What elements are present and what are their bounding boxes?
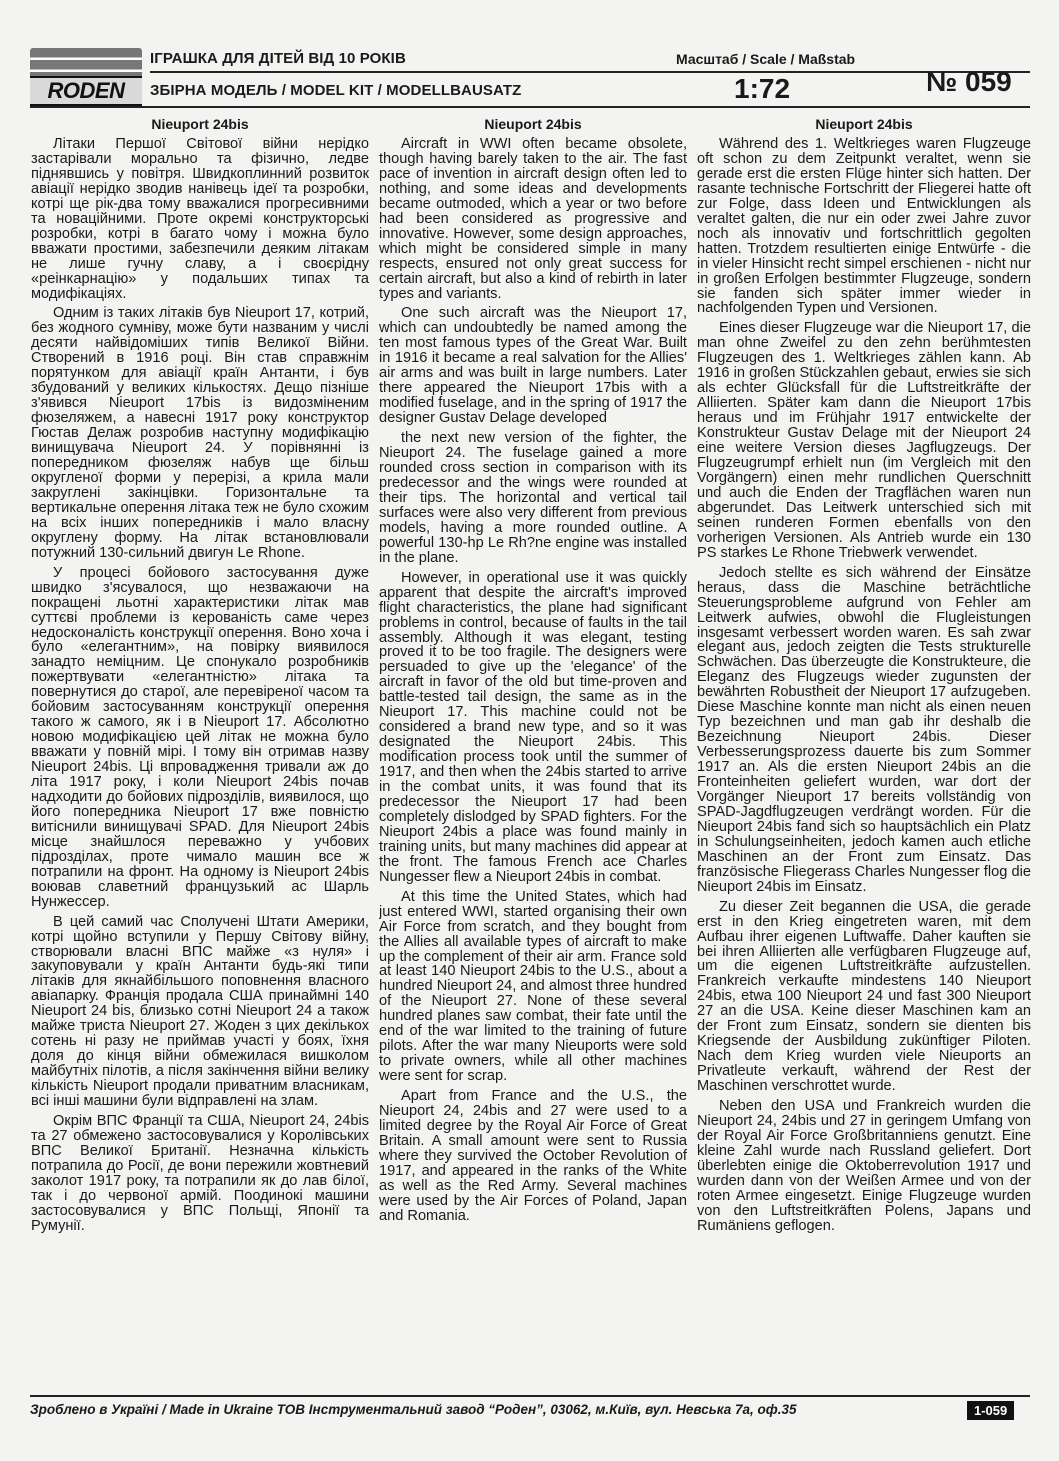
paragraph: At this time the United States, which had just entered WWI, started organising their own Air Force from scratch, and they bought from the Allies all available types of aircraft to make up the complement of their air arm. France sold at least 140 Nieuport 24bis to the U.S., about a hundred Nieuport 24, and almost three hundred of the Nieuport 27. None of these several hundred planes saw combat, their fate until the end of the war limited to the training of future pilots. After the war many Nieuports were sold to private owners, while all other machines were sent for scrap. bbox=[379, 888, 687, 1085]
roden-logo bbox=[30, 48, 142, 102]
paragraph: However, in operational use it was quickly apparent that despite the aircraft's improved flight characteristics, the plane had significant problems in control, because of faults in the tail assembly. Although it was elegant, testing proved it to be too fragile. The designers were persuaded to give up the 'elegance' of the aircraft in favor of the old but time-proven and battle-tested tail design, the same as in the Nieuport 17. This machine could not be considered a brand new type, and so it was designated the Nieuport 24bis. This modification process took until the summer of 1917, and then when the 24bis started to arrive in the combat units, it was found that its predecessor the Nieuport 17 had been completely dislodged by SPAD fighters. For the Nieuport 24bis a place was found mainly in training units, but many machines did appear at the front. The famous French ace Charles Nungesser flew a Nieuport 24bis in combat. bbox=[379, 569, 687, 885]
paragraph: Jedoch stellte es sich während der Einsätze heraus, dass die Maschine beträchtliche Steuerungsprobleme aufgrund von Fehler am Leitwerk aufwies, obwohl die Flugleistungen insgesamt verbessert worden waren. Es sah zwar elegant aus, jedoch zeigten die Tests strukturelle Schwächen. Das überzeugte die Konstrukteure, die Eleganz des Flugzeugs wieder zugunsten der bewährten Robustheit der Nieuport 17 aufzugeben. Diese Maschine konnte man nicht als einen neuen Typ bezeichnen und man gab ihr deshalb die Bezeichnung Nieuport 24bis. Dieser Verbesserungsprozess dauerte bis zum Sommer 1917 an. Als die ersten Nieuport 24bis an die Fronteinheiten geliefert wurden, war dort der Vorgänger Nieuport 17 bereits vollständig von SPAD-Jagdflugzeugen verdrängt worden. Für die Nieuport 24bis fand sich so hauptsächlich ein Platz in Schulungseinheiten, jedoch kamen auch etliche Maschinen an der Front zum Einsatz. Das französische Fliegerass Charles Nungesser flog die Nieuport 24bis im Einsatz. bbox=[697, 564, 1031, 895]
paragraph: У процесі бойового застосування дуже швидко з'ясувалося, що незважаючи на покращені льотні характеристики літак мав суттєві проблеми із керованість саме через недосконалість конструкції оперення. Воно хоча і було «елегантним», на повірку виявилося занадто неміцним. Це спонукало розробників пожертвувати «елегантністю» літака та повернутися до старої, але перевіреної часом та бойовим застосуванням конструкції оперення такого ж самого, як і в Nieuport 17. Абсолютно новою модифікацією цей літак не можна було вважати у повній мірі. І тому він отримав назву Nieuport 24bis. Ці впровадження тривали аж до літа 1917 року, і коли Nieuport 24bis почав надходити до бойових підрозділів, виявилося, що його попередника Nieuport 17 вже повністю витіснили винищувачі SPAD. Для Nieuport 24bis місце знайшлося переважно у учбових підрозділах, проте чимало машин все ж потрапили на фронт. На одному із Nieuport 24bis воював славетний французький ас Шарль Нунжессер. bbox=[31, 564, 369, 910]
kit-number: № 059 bbox=[926, 66, 1012, 97]
column-title: Nieuport 24bis bbox=[815, 116, 913, 132]
paragraph: Окрім ВПС Франції та США, Nieuport 24, 24bis та 27 обмежено застосовувалися у Королівських ВПС Великої Британії. Незначна кількість потрапила до Росії, де вони пережили жовтневий заколот 1917 року, та потрапили як до лав білої, так і до червоної армій. Поодинокі машини застосовувалися у ВПС Польщі, Японії та Румунії. bbox=[31, 1113, 369, 1234]
bottom-rule bbox=[30, 1395, 1030, 1397]
paragraph: Eines dieser Flugzeuge war die Nieuport 17, die man ohne Zweifel zu den zehn berühmtesten Flugzeugen des 1. Weltkrieges zählen kann. Ab 1916 in großen Stückzahlen gebaut, erwies sie sich als echter Glücksfall für die Luftstreitkräfte der Alliierten. Später kam dann die Nieuport 17bis heraus und im Frühjahr 1917 entwickelte der Konstrukteur Gustav Delage mit der Nieuport 24 eine weitere Version dieses Jagflugzeugs. Der Flugzeugrumpf erhielt nun (im Vergleich mit den Vorgängern) einen mehr rundlichen Querschnitt und auch die Enden der Tragflächen waren nun abgerundet. Das Leitwerk unterschied sich mit seinen runderen Formen ebenfalls von den vorherigen Versionen. Als Antrieb wurde ein 130 PS starkes Le Rhone Triebwerk verwendet. bbox=[697, 320, 1031, 561]
column-title: Nieuport 24bis bbox=[484, 116, 582, 132]
paragraph: Während des 1. Weltkrieges waren Flugzeuge oft schon zu dem Zeitpunkt veraltet, wenn sie gerade erst die ersten Flüge hinter sich hatten. Der rasante technische Fortschritt der Fliegerei hatte oft zur Folge, dass Ideen und Entwicklungen als veraltet galten, die nur ein oder zwei Jahre zuvor noch als innovativ und fortschrittlich gegolten hatten. Trotzdem resultierten einige Entwürfe - die in vieler Hinsicht recht simpel erschienen - nicht nur in großen Erfolgen bestimmter Flugzeuge, sondern sie fanden sich später immer wieder in nachfolgenden Typen und Versionen. bbox=[697, 136, 1031, 317]
scale-value: 1:72 bbox=[734, 73, 791, 104]
paragraph: One such aircraft was the Nieuport 17, which can undoubtedly be named among the ten most famous types of the Great War. Built in 1916 it became a real salvation for the Allies' air arms and was built in large numbers. Later there appeared the Nieuport 17bis with a modified fuselage, and in the spring of 1917 the designer Gustav Delage developed bbox=[379, 305, 687, 427]
paragraph: Одним із таких літаків був Nieuport 17, котрий, без жодного сумніву, може бути названим у числі десяти найвідоміших типів Великої Війни. Створений в 1916 році. Він став справжнім порятунком для авіації країн Антанти, і був збудований у великих кількостях. Дещо пізніше з'явився Nieuport 17bis із видозміненим фюзеляжем, а навесні 1917 року конструктор Гюстав Делаж розробив наступну модифікацію винищувача Nieuport 24. У порівнянні із попередником фюзеляж набув ще більш округленої форми у перерізі, а крила мали закруглені закінцівки. Горизонтальне та вертикальне оперення літака теж не було схожим на всіх інших попередників і мало власну округлену форму. На літак встановлювали потужний 130-сильний двигун Le Rhone. bbox=[31, 305, 369, 561]
column-english bbox=[379, 116, 687, 1382]
column-german bbox=[697, 116, 1031, 1382]
page-number-badge: 1-059 bbox=[967, 1401, 1014, 1420]
kit-type: ЗБІРНА МОДЕЛЬ / MODEL KIT / MODELLBAUSATZ bbox=[150, 82, 522, 99]
scale-label: Масштаб / Scale / Maßstab bbox=[676, 51, 856, 67]
paragraph: Zu dieser Zeit begannen die USA, die gerade erst in den Krieg eingetreten waren, mit dem Aufbau ihrer eigenen Luftwaffe. Daher kauften sie bei ihren Alliierten alle verfügbaren Flugzeuge auf, um die eigenen Luftstreitkräfte aufzustellen. Frankreich verkaufte mindestens 140 Nieuport 24bis, etwa 100 Nieuport 24 und fast 300 Nieuport 27 an die USA. Keine dieser Maschinen kam an der Front zum Einsatz, sondern sie dienten bis Kriegsende der Ausbildung zukünftiger Piloten. Nach dem Krieg wurden viele Nieuports an Privatleute verkauft, während der Rest der Maschinen verschrottet wurde. bbox=[697, 898, 1031, 1095]
paragraph: Aircraft in WWI often became obsolete, though having barely taken to the air. The fast pace of invention in aircraft design often led to nothing, and some ideas and developments became outmoded, which a year or two before had been considered as progressive and innovative. However, some design approaches, which might be considered simple in many respects, ensured not only great success for certain aircraft, but also a kind of rebirth in later types and variants. bbox=[379, 136, 687, 302]
header bbox=[30, 40, 1030, 105]
logo-text: RODEN bbox=[30, 76, 142, 106]
paragraph: Apart from France and the U.S., the Nieuport 24, 24bis and 27 were used to a limited degree by the Royal Air Force of Great Britain. A small amount were sent to Russia where they survived the October Revolution of 1917, and appeared in the ranks of the White as well as the Red Army. Several machines were used by the Air Forces of Poland, Japan and Romania. bbox=[379, 1088, 687, 1224]
age-warning: ІГРАШКА ДЛЯ ДІТЕЙ ВІД 10 РОКІВ bbox=[150, 50, 406, 67]
column-title: Nieuport 24bis bbox=[151, 116, 249, 132]
paragraph: the next new version of the fighter, the Nieuport 24. The fuselage gained a more rounded cross section in comparison with its predecessor and the wings were rounded at their tips. The horizontal and vertical tail surfaces were also very different from previous models, having a more rounded outline. A powerful 130-hp Le Rh?ne engine was installed in the plane. bbox=[379, 430, 687, 566]
column-ukrainian bbox=[31, 116, 369, 1382]
paragraph: Neben den USA und Frankreich wurden die Nieuport 24, 24bis und 27 in geringem Umfang von der Royal Air Force Großbritanniens genutzt. Eine kleine Zahl wurde nach Russland geliefert. Dort überlebten einige die Oktoberrevolution 1917 und wurden dann von der Weißen Armee und von der roten Armee eingesetzt. Einige Flugzeuge wurden von den Luftstreitkräften Polens, Japans und Rumäniens geflogen. bbox=[697, 1098, 1031, 1234]
paragraph: Літаки Першої Світової війни нерідко застарівали морально та фізично, ледве піднявшись у повітря. Швидкоплинний розвиток авіації нерідко зводив нанівець ідеї та розробки, котрі ще рік-два тому вважалися прогресивними та новаційними. Проте окремі конструкторські розробки, котрі в багато чому і можна було вважати простими, забезпечили деяким літакам не лише гучну славу, а і своєрідну «реінкарнацію» у подальших типах та модифікаціях. bbox=[31, 136, 369, 302]
manufacturer-info: Зроблено в Україні / Made in Ukraine ТОВ Інструментальний завод “Роден”, 03062, м.Київ, вул. Невська 7а, оф.35 bbox=[30, 1402, 797, 1417]
top-rule bbox=[30, 106, 1030, 108]
paragraph: В цей самий час Сполучені Штати Америки, котрі щойно вступили у Першу Світову війну, створювали власні ВПС майже «з нуля» і закуповували у країн Антанти будь-які типи літаків для якнайбільшого поповнення власного авіапарку. Франція продала США принаймні 140 Nieuport 24 bis, близько сотні Nieuport 24 а також майже триста Nieuport 27. Жоден з цих декількох сотень ні разу не приймав участі у боях, їхня доля до кінця війни обмежилася вишколом майбутніх пілотів, а після закінчення війни велику кількість Nieuport продали приватним власникам, всі інші машини були відправлені на злам. bbox=[31, 913, 369, 1110]
header-divider bbox=[150, 71, 1030, 73]
